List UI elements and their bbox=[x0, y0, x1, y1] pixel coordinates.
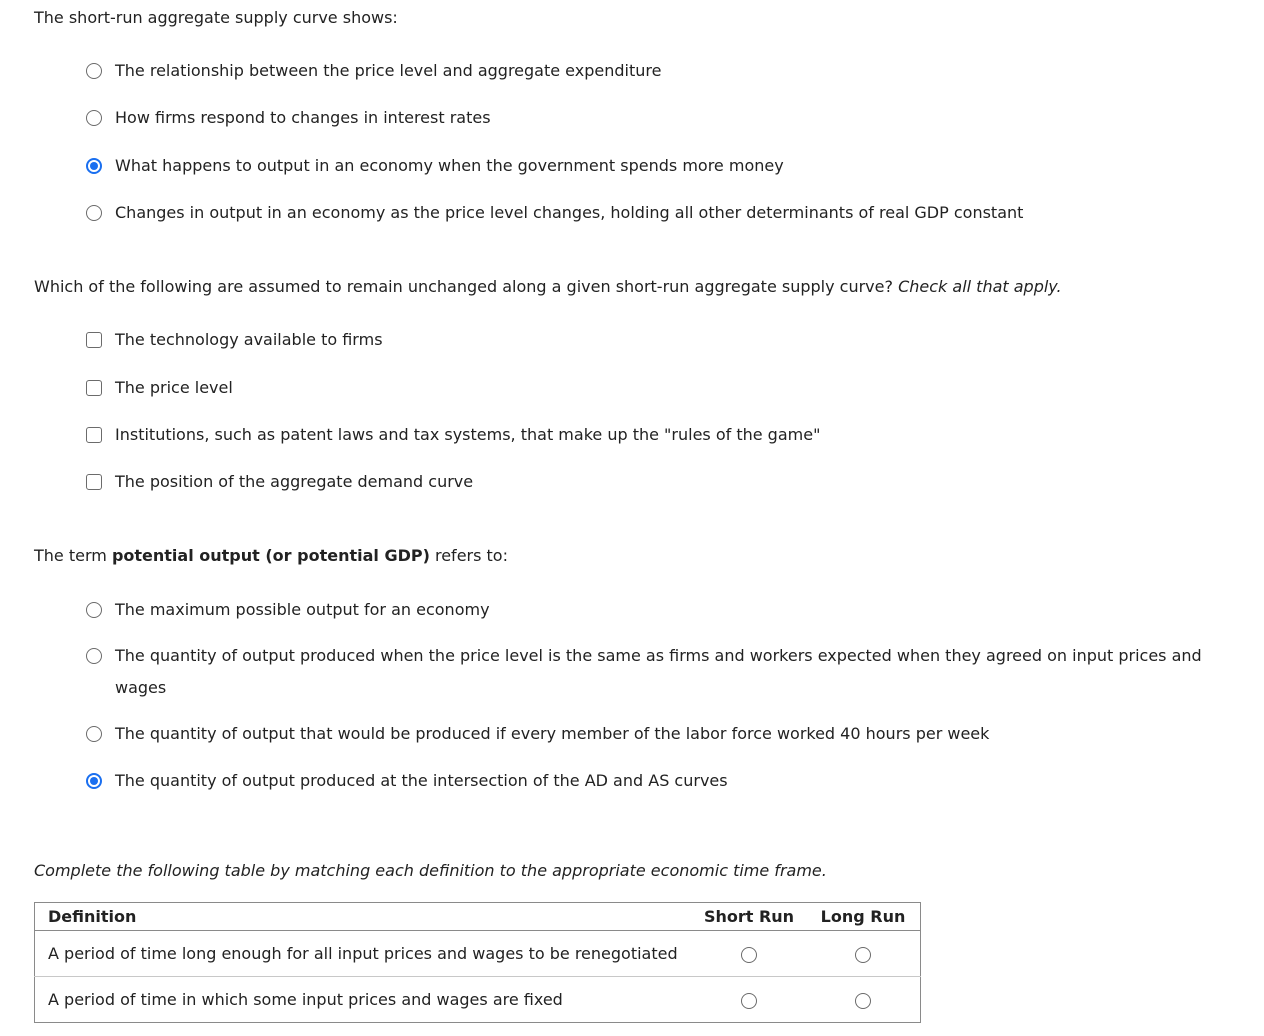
q3-option-4[interactable] bbox=[86, 771, 728, 791]
q1-option-1[interactable] bbox=[86, 61, 661, 81]
checkbox[interactable] bbox=[86, 332, 102, 348]
radio-button-selected[interactable] bbox=[86, 158, 102, 174]
q2-instruction: Check all that apply. bbox=[898, 277, 1062, 296]
option-label: The quantity of output produced when the price level is the same as firms and workers expected when they agreed on input prices and wages bbox=[115, 646, 1202, 697]
table-header-row bbox=[35, 903, 921, 931]
long-run-cell[interactable] bbox=[806, 931, 921, 977]
option-label: The maximum possible output for an economy bbox=[115, 600, 490, 619]
q3-prompt bbox=[34, 546, 508, 566]
checkbox[interactable] bbox=[86, 380, 102, 396]
option-label: What happens to output in an economy when the government spends more money bbox=[115, 156, 784, 175]
option-label: The quantity of output that would be produced if every member of the labor force worked 40 hours per week bbox=[115, 724, 990, 743]
q4-prompt bbox=[34, 861, 827, 881]
short-run-cell[interactable] bbox=[692, 977, 806, 1023]
q1-option-3[interactable] bbox=[86, 156, 784, 176]
q3-prompt-term: potential output (or potential GDP) bbox=[111, 546, 430, 565]
short-run-radio[interactable] bbox=[741, 947, 757, 963]
long-run-radio[interactable] bbox=[855, 947, 871, 963]
q1-option-2[interactable] bbox=[86, 108, 491, 128]
short-run-cell[interactable] bbox=[692, 931, 806, 977]
option-label: The position of the aggregate demand curve bbox=[115, 472, 474, 491]
checkbox[interactable] bbox=[86, 427, 102, 443]
q2-option-4[interactable] bbox=[86, 472, 473, 492]
q3-option-3[interactable] bbox=[86, 724, 989, 744]
definition-cell: A period of time in which some input prices and wages are fixed bbox=[48, 990, 563, 1009]
radio-button[interactable] bbox=[86, 63, 102, 79]
q1-prompt: The short-run aggregate supply curve shows: bbox=[34, 8, 398, 27]
q2-prompt-text: Which of the following are assumed to remain unchanged along a given short-run aggregate supply curve? bbox=[34, 277, 893, 296]
checkbox[interactable] bbox=[86, 474, 102, 490]
option-label: The technology available to firms bbox=[115, 330, 383, 349]
option-label: How firms respond to changes in interest rates bbox=[115, 108, 491, 127]
q1-option-4[interactable] bbox=[86, 203, 1023, 223]
option-label: Institutions, such as patent laws and tax systems, that make up the "rules of the game" bbox=[115, 425, 821, 444]
radio-button-selected[interactable] bbox=[86, 773, 102, 789]
q4-prompt-text: Complete the following table by matching each definition to the appropriate economic time frame. bbox=[34, 861, 827, 880]
q2-option-1[interactable] bbox=[86, 330, 383, 350]
radio-button[interactable] bbox=[86, 648, 102, 664]
q3-option-2[interactable] bbox=[86, 646, 1225, 704]
q2-option-3[interactable] bbox=[86, 425, 820, 445]
definition-cell: A period of time long enough for all input prices and wages to be renegotiated bbox=[35, 931, 693, 977]
table-row bbox=[35, 977, 921, 1023]
q3-prompt-suffix: refers to: bbox=[434, 546, 508, 565]
q2-prompt bbox=[34, 277, 1062, 297]
q3-prompt-prefix: The term bbox=[34, 546, 107, 565]
q2-option-2[interactable] bbox=[86, 378, 233, 398]
time-frame-table bbox=[34, 902, 921, 1023]
option-label: Changes in output in an economy as the price level changes, holding all other determinants of real GDP constant bbox=[115, 203, 1024, 222]
radio-button[interactable] bbox=[86, 110, 102, 126]
radio-button[interactable] bbox=[86, 602, 102, 618]
radio-button[interactable] bbox=[86, 205, 102, 221]
short-run-radio[interactable] bbox=[741, 993, 757, 1009]
definition-header: Definition bbox=[35, 903, 693, 931]
option-label: The relationship between the price level and aggregate expenditure bbox=[115, 61, 662, 80]
option-label: The price level bbox=[115, 378, 233, 397]
q3-option-1[interactable] bbox=[86, 600, 490, 620]
long-run-radio[interactable] bbox=[855, 993, 871, 1009]
short-run-header: Short Run bbox=[692, 903, 806, 931]
long-run-cell[interactable] bbox=[806, 977, 921, 1023]
table-row bbox=[35, 931, 921, 977]
option-label: The quantity of output produced at the intersection of the AD and AS curves bbox=[115, 771, 728, 790]
radio-button[interactable] bbox=[86, 726, 102, 742]
long-run-header: Long Run bbox=[806, 903, 921, 931]
